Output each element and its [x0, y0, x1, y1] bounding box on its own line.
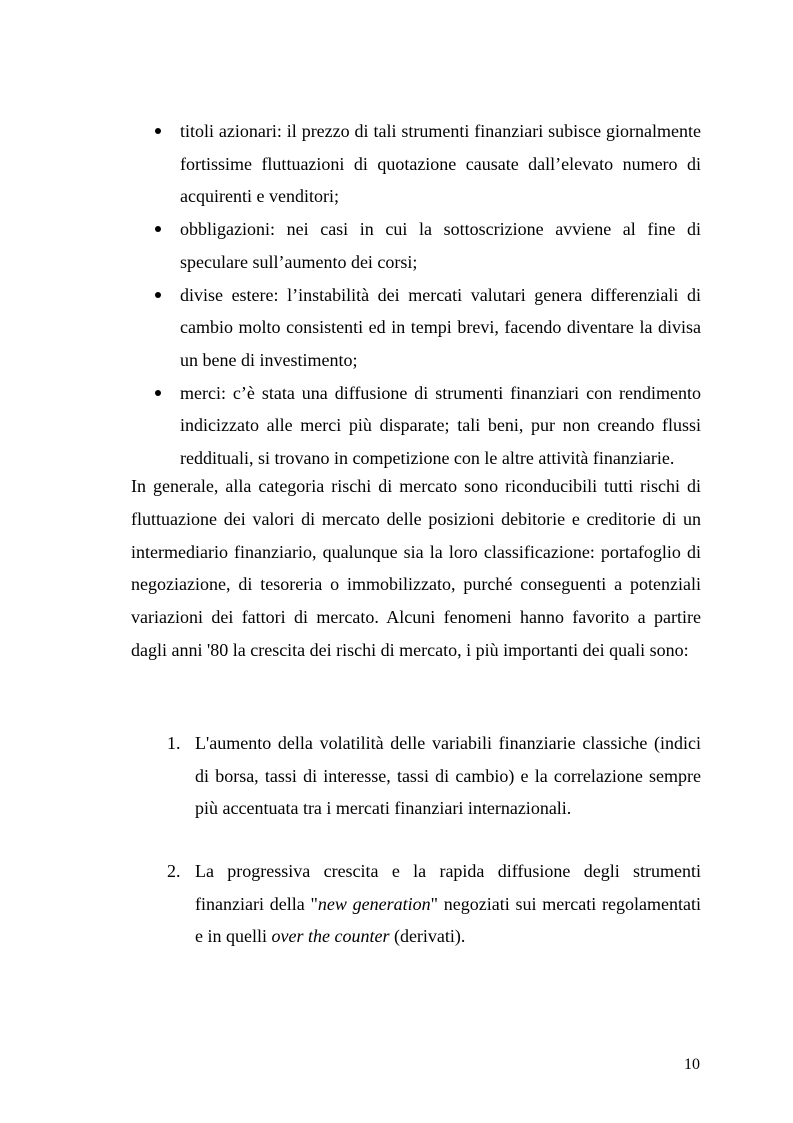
- italic-term: over the counter: [271, 926, 390, 946]
- numbered-item-label: 2.: [167, 861, 181, 881]
- bullet-icon: [155, 390, 161, 396]
- text-segment: La progressiva crescita e la rapida diffusione degli strumenti finanziari della ": [195, 861, 701, 914]
- body-paragraph: In generale, alla categoria rischi di mercato sono riconducibili tutti rischi di fluttuazione dei valori di mercato delle posizioni debitorie e creditorie di un intermediario finanziario, qualunque sia la loro classificazione: portafoglio di negoziazione, di tesoreria o immobilizzato, purché conseguenti a potenziali variazioni dei fattori di mercato. Alcuni fenomeni hanno favorito a partire dagli anni '80 la crescita dei rischi di mercato, i più importanti dei quali sono:: [131, 476, 701, 660]
- bullet-text: obbligazioni: nei casi in cui la sottoscrizione avviene al fine di speculare sull’aumento dei corsi;: [180, 219, 701, 272]
- bullet-item: [180, 377, 701, 475]
- bullet-item: [180, 279, 701, 377]
- bullet-icon: [155, 128, 161, 134]
- bullet-text: merci: c’è stata una diffusione di strumenti finanziari con rendimento indicizzato alle merci più disparate; tali beni, pur non creando flussi reddituali, si trovano in competizione con le altre attività finanziarie.: [180, 382, 701, 469]
- bullet-icon: [155, 226, 161, 232]
- page-number: 10: [684, 1056, 700, 1073]
- numbered-item-label: 1.: [167, 733, 181, 753]
- numbered-item: [167, 727, 701, 825]
- numbered-item-text: L'aumento della volatilità delle variabili finanziarie classiche (indici di borsa, tassi di interesse, tassi di cambio) e la correlazione sempre più accentuata tra i mercati finanziari internazionali.: [195, 733, 701, 818]
- text-segment: (derivati).: [389, 926, 466, 946]
- text-segment: " negoziati sui mercati regolamentati e in quelli: [195, 893, 701, 946]
- bullet-item: [180, 213, 701, 278]
- numbered-item-text: [195, 861, 701, 946]
- bullet-text: divise estere: l’instabilità dei mercati valutari genera differenziali di cambio molto consistenti ed in tempi brevi, facendo diventare la divisa un bene di investimento;: [180, 284, 701, 370]
- bullet-text: titoli azionari: il prezzo di tali strumenti finanziari subisce giornalmente fortissime fluttuazioni di quotazione causate dall’elevato numero di acquirenti e venditori;: [180, 121, 701, 207]
- bullet-icon: [155, 292, 161, 298]
- numbered-item: [167, 855, 701, 953]
- bullet-item: [180, 115, 701, 213]
- italic-term: new generation: [317, 893, 431, 914]
- bullet-list: [180, 115, 701, 475]
